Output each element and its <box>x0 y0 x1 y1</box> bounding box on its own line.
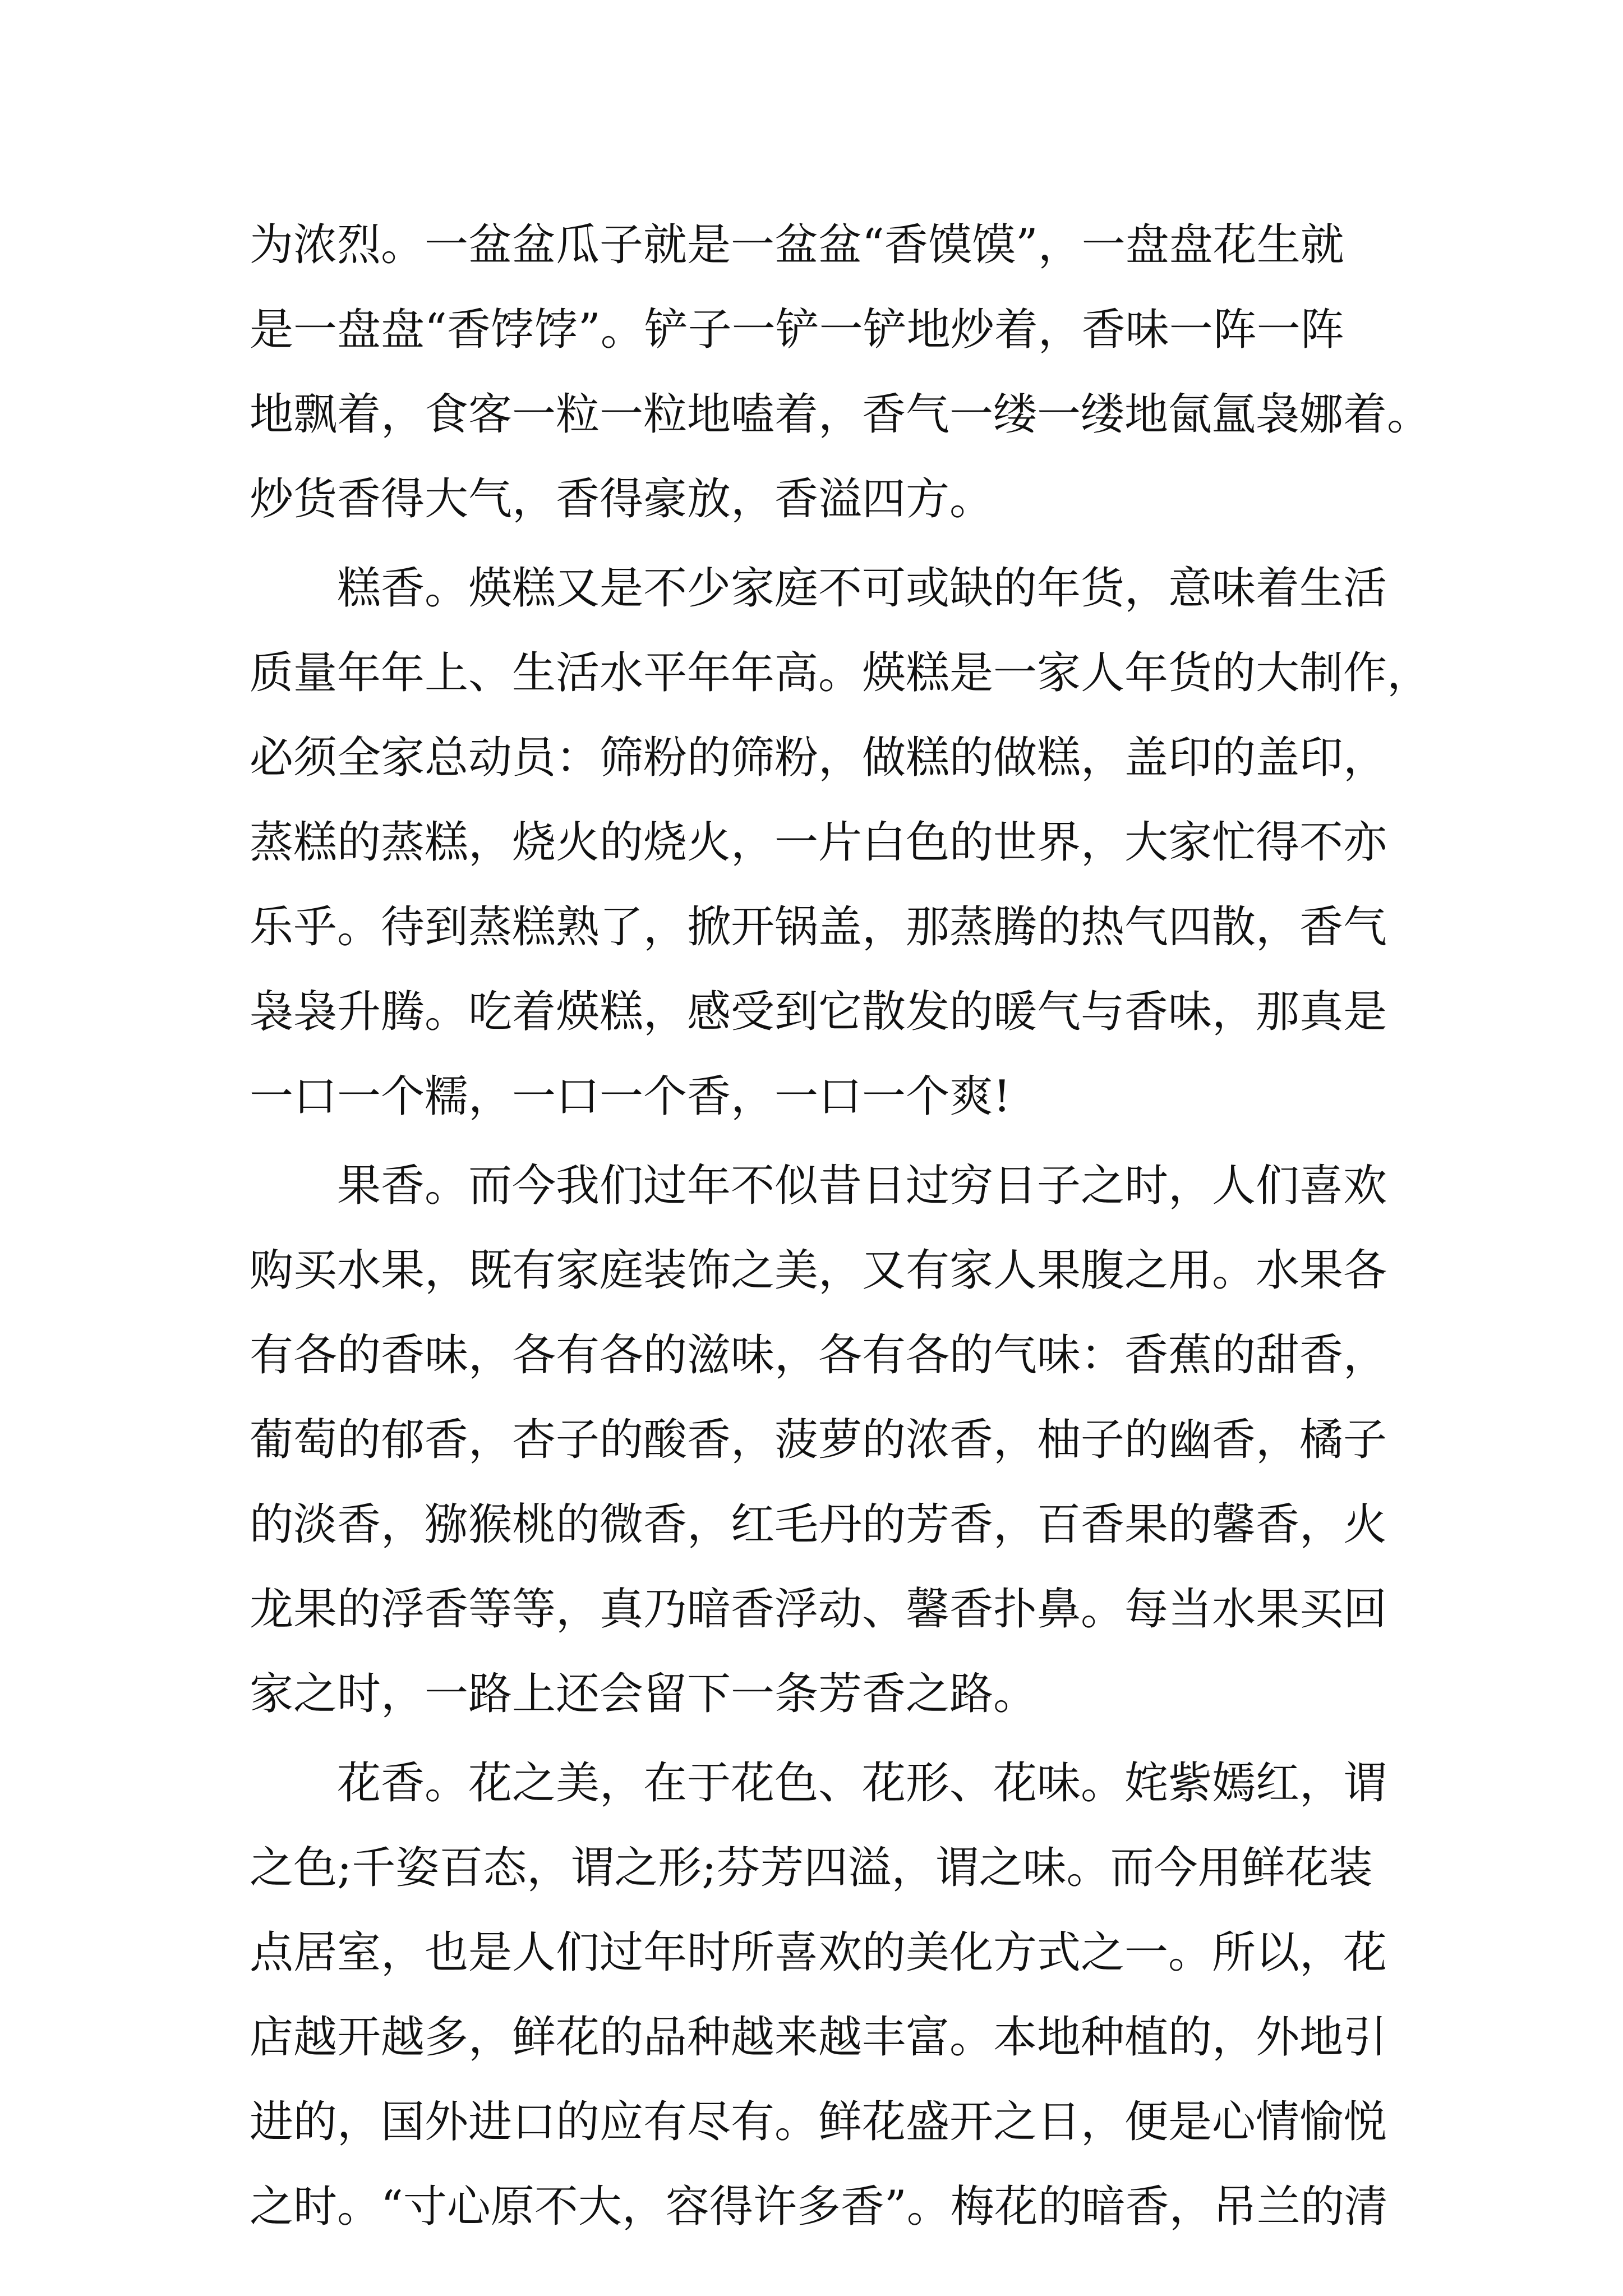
document-body <box>250 203 1431 2249</box>
text-line: 乐乎。待到蒸糕熟了，掀开锅盖，那蒸腾的热气四散，香气 <box>250 902 1387 953</box>
text-line: 花香。花之美，在于花色、花形、花味。姹紫嫣红，谓 <box>250 1758 1387 1809</box>
text-line: 袅袅升腾。吃着煐糕，感受到它散发的暖气与香味，那真是 <box>250 987 1387 1037</box>
text-line: 购买水果，既有家庭装饰之美，又有家人果腹之用。水果各 <box>250 1245 1387 1296</box>
text-line: 质量年年上、生活水平年年高。煐糕是一家人年货的大制作， <box>250 648 1431 698</box>
text-line: 一口一个糯，一口一个香，一口一个爽! <box>250 1071 1011 1122</box>
text-line: 有各的香味，各有各的滋味，各有各的气味：香蕉的甜香， <box>250 1330 1387 1381</box>
text-line: 为浓烈。一盆盆瓜子就是一盆盆“香馍馍”，一盘盘花生就 <box>250 220 1344 270</box>
text-line: 蒸糕的蒸糕，烧火的烧火，一片白色的世界，大家忙得不亦 <box>250 817 1387 868</box>
text-line: 家之时，一路上还会留下一条芳香之路。 <box>250 1669 1038 1719</box>
text-line: 之时。“寸心原不大，容得许多香”。梅花的暗香，吊兰的清 <box>250 2182 1388 2232</box>
text-line: 店越开越多，鲜花的品种越来越丰富。本地种植的，外地引 <box>250 2012 1387 2063</box>
text-line: 果香。而今我们过年不似昔日过穷日子之时，人们喜欢 <box>250 1161 1387 1211</box>
text-line: 是一盘盘“香饽饽”。铲子一铲一铲地炒着，香味一阵一阵 <box>250 305 1344 355</box>
text-line: 葡萄的郁香，杏子的酸香，菠萝的浓香，柚子的幽香，橘子 <box>250 1415 1387 1465</box>
text-line: 的淡香，猕猴桃的微香，红毛丹的芳香，百香果的馨香，火 <box>250 1499 1387 1550</box>
text-line: 炒货香得大气，香得豪放，香溢四方。 <box>250 474 994 524</box>
text-line: 进的，国外进口的应有尽有。鲜花盛开之日，便是心情愉悦 <box>250 2097 1387 2147</box>
text-line: 之色;千姿百态，谓之形;芬芳四溢，谓之味。而今用鲜花装 <box>250 1843 1373 1893</box>
text-line: 点居室，也是人们过年时所喜欢的美化方式之一。所以，花 <box>250 1927 1387 1978</box>
text-line: 糕香。煐糕又是不少家庭不可或缺的年货，意味着生活 <box>250 563 1387 614</box>
text-line: 龙果的浮香等等，真乃暗香浮动、馨香扑鼻。每当水果买回 <box>250 1584 1387 1635</box>
text-line: 地飘着，食客一粒一粒地嗑着，香气一缕一缕地氤氲袅娜着。 <box>250 389 1431 440</box>
text-line: 必须全家总动员：筛粉的筛粉，做糕的做糕，盖印的盖印， <box>250 733 1387 783</box>
